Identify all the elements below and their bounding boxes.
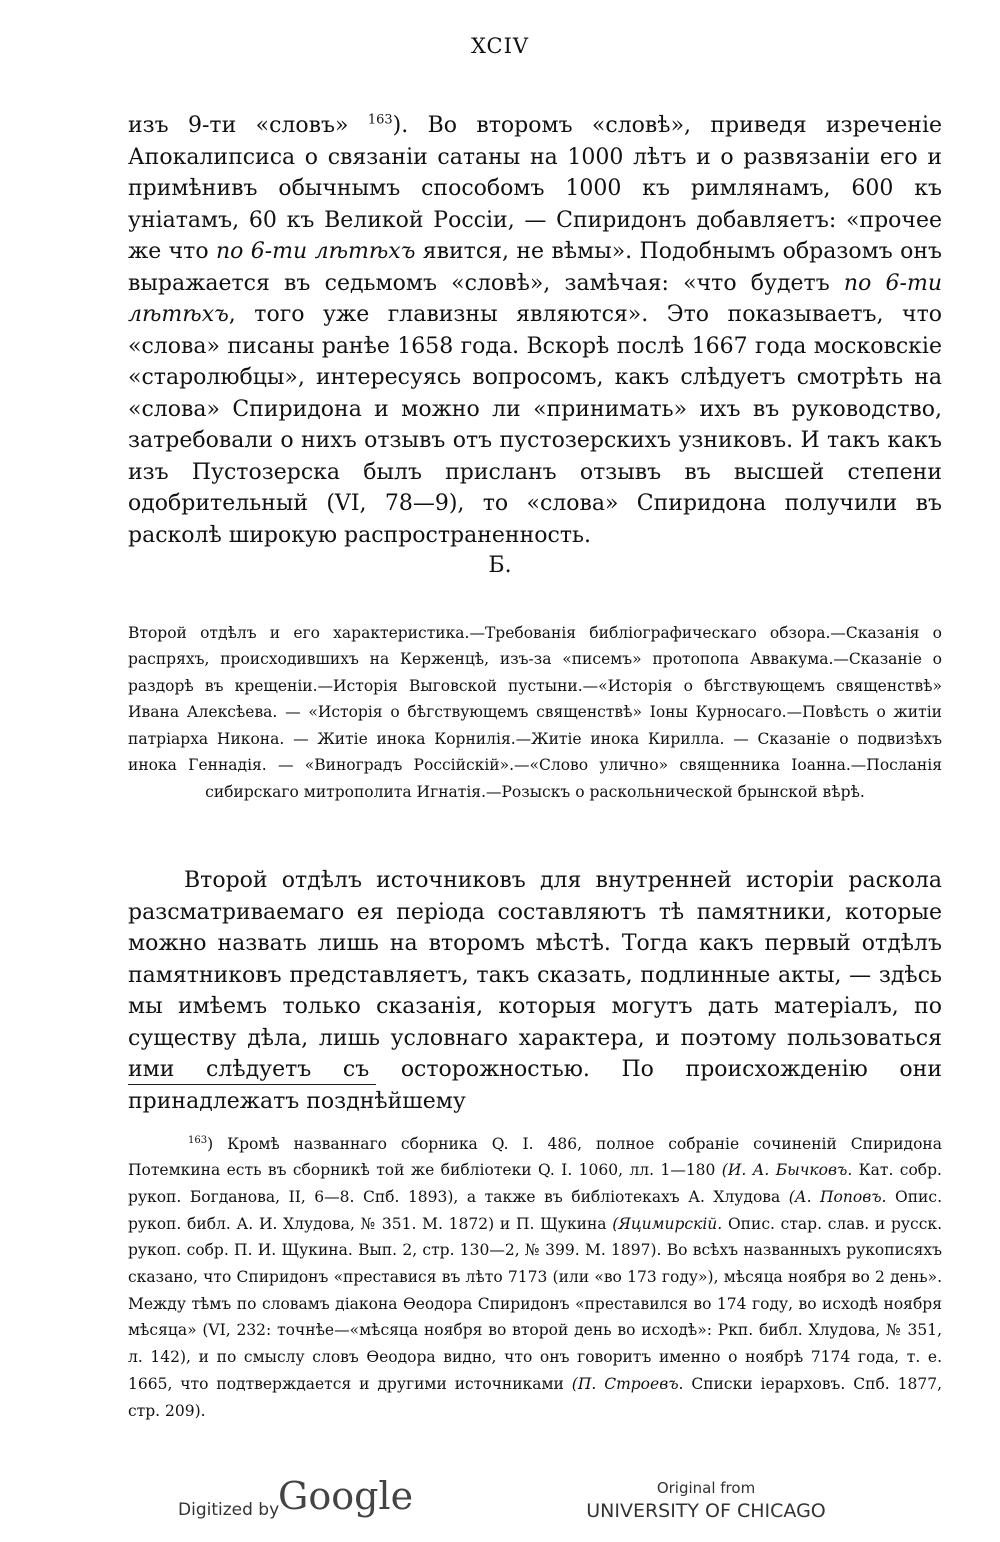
section-heading: Б. — [488, 553, 512, 578]
section-summary: Второй отдѣлъ и его характеристика.—Требованія библіографическаго обзора.—Сказанія о распряхъ, происходившихъ на Керженцѣ, изъ-за «писемъ» протопопа Аввакума.—Сказаніе о раздорѣ въ крещеніи.—Исторія Выговской пустыни.—«Исторія о бѣгствующемъ священствѣ» Ивана Алексѣева. — «Исторія о бѣгствующемъ священствѣ» Іоны Курносаго.—Повѣсть о житіи патріарха Никона. — Житіе инока Корнилія.—Житіе инока Кирилла. — Сказаніе о подвизѣхъ инока Геннадія. — «Виноградъ Россійскій».—«Слово улично» священника Іоанна.—Посланія сибирскаго митрополита Игнатія.—Розыскъ о раскольнической брынской вѣрѣ. — [128, 623, 942, 801]
paragraph-1-text-mid-2: явится, не вѣмы». Подобнымъ образомъ онъ выражается въ седьмомъ «словѣ», замѣчая: «что будетъ — [128, 239, 942, 296]
source-institution: UNIVERSITY OF CHICAGO — [586, 1500, 826, 1522]
digitized-by-label: Digitized by — [178, 1500, 280, 1520]
paragraph-1-text-start: изъ 9-ти «словъ» — [128, 113, 368, 138]
footnote-citation-bychkov: (И. А. Бычковъ. — [721, 1161, 853, 1180]
original-from-label: Original from — [656, 1479, 756, 1497]
footnote-text-5: Списки іерарховъ. Спб. 1877, стр. 209). — [128, 1374, 943, 1420]
page-number: XCIV — [470, 34, 530, 58]
italic-phrase-1: по 6-ти лѣтѣхъ — [215, 239, 416, 264]
body-paragraph-2: Второй отдѣлъ источниковъ для внутренней исторіи раскола разсматриваемаго ея періода составляютъ тѣ памятники, которые можно назвать лишь на второмъ мѣстѣ. Тогда какъ первый отдѣлъ памятниковъ представляетъ, такъ сказать, подлинные акты, — здѣсь мы имѣемъ только сказанія, которыя могутъ дать матеріалъ, по существу дѣла, лишь условнаго характера, и поэтому пользоваться ими слѣдуетъ съ осторожностью. По происхожденію они принадлежатъ позднѣйшему — [128, 868, 942, 1114]
footnote-text-3: Опис. рукоп. библ. А. И. Хлудова, № 351. М. 1872) и П. Щукина — [128, 1187, 942, 1233]
paragraph-1-text-mid: ). Во второмъ «словѣ», приведя изреченіе Апокалипсиса о связаніи сатаны на 1000 лѣтъ и о развязаніи его и примѣнивъ обычнымъ способомъ 1000 къ римлянамъ, 600 къ уніатамъ, 60 къ Великой Россіи, — Спиридонъ добавляетъ: «прочее же что — [128, 113, 942, 264]
footnote-divider — [128, 1084, 376, 1085]
google-logo: Google — [278, 1474, 414, 1518]
footnote-163 — [128, 1131, 942, 1425]
body-paragraph-1 — [128, 110, 942, 551]
footnote-citation-stroev: (П. Строевъ. — [571, 1374, 684, 1393]
footnote-text-1: ) Кромѣ названнаго сборника Q. I. 486, полное собраніе сочиненій Спиридона Потемкина есть въ сборникѣ той же библіотеки Q. I. 1060, лл. 1—180 — [128, 1134, 942, 1180]
original-source-watermark — [583, 1478, 829, 1524]
paragraph-1-text-end: , того уже главизны являются». Это показываетъ, что «слова» писаны ранѣе 1658 года. Вскорѣ послѣ 1667 года московскіе «старолюбцы», интересуясь вопросомъ, какъ слѣдуетъ смотрѣть на «слова» Спиридона и можно ли «принимать» ихъ въ руководство, затребовали о нихъ отзывъ отъ пустозерскихъ узниковъ. И такъ какъ изъ Пустозерска былъ присланъ отзывъ въ высшей степени одобрительный (VI, 78—9), то «слова» Спиридона получили въ расколѣ широкую распространенность. — [128, 302, 942, 548]
footnote-text-4: Опис. стар. слав. и русск. рукоп. собр. П. И. Щукина. Вып. 2, стр. 130—2, № 399. М. 1897). Во всѣхъ названныхъ рукописяхъ сказано, что Спиридонъ «преставися въ лѣто 7173 (или «во 173 году»), мѣсяца ноября во 2 день». Между тѣмъ по словамъ діакона Ѳеодора Спиридонъ «преставился во 174 году, во исходѣ ноября мѣсяца» (VI, 232: точнѣе—«мѣсяца ноября во второй день во исходѣ»: Ркп. библ. Хлудова, № 351, л. 142), и по смыслу словъ Ѳеодора видно, что онъ говоритъ именно о ноябрѣ 7174 года, т. е. 1665, что подтверждается и другими источниками — [128, 1214, 943, 1393]
footnote-reference-163: 163 — [367, 112, 393, 128]
footnote-citation-popov: (А. Поповъ. — [788, 1187, 887, 1206]
footnote-text-2: Кат. собр. рукоп. Богданова, II, 6—8. Спб. 1893), а также въ библіотекахъ А. Хлудова — [128, 1161, 942, 1206]
italic-phrase-2: по 6-ти лѣтѣхъ — [128, 270, 943, 327]
footnote-citation-yatsimirsky: (Яцимирскій. — [612, 1214, 723, 1233]
footnote-mark: 163 — [188, 1134, 208, 1146]
